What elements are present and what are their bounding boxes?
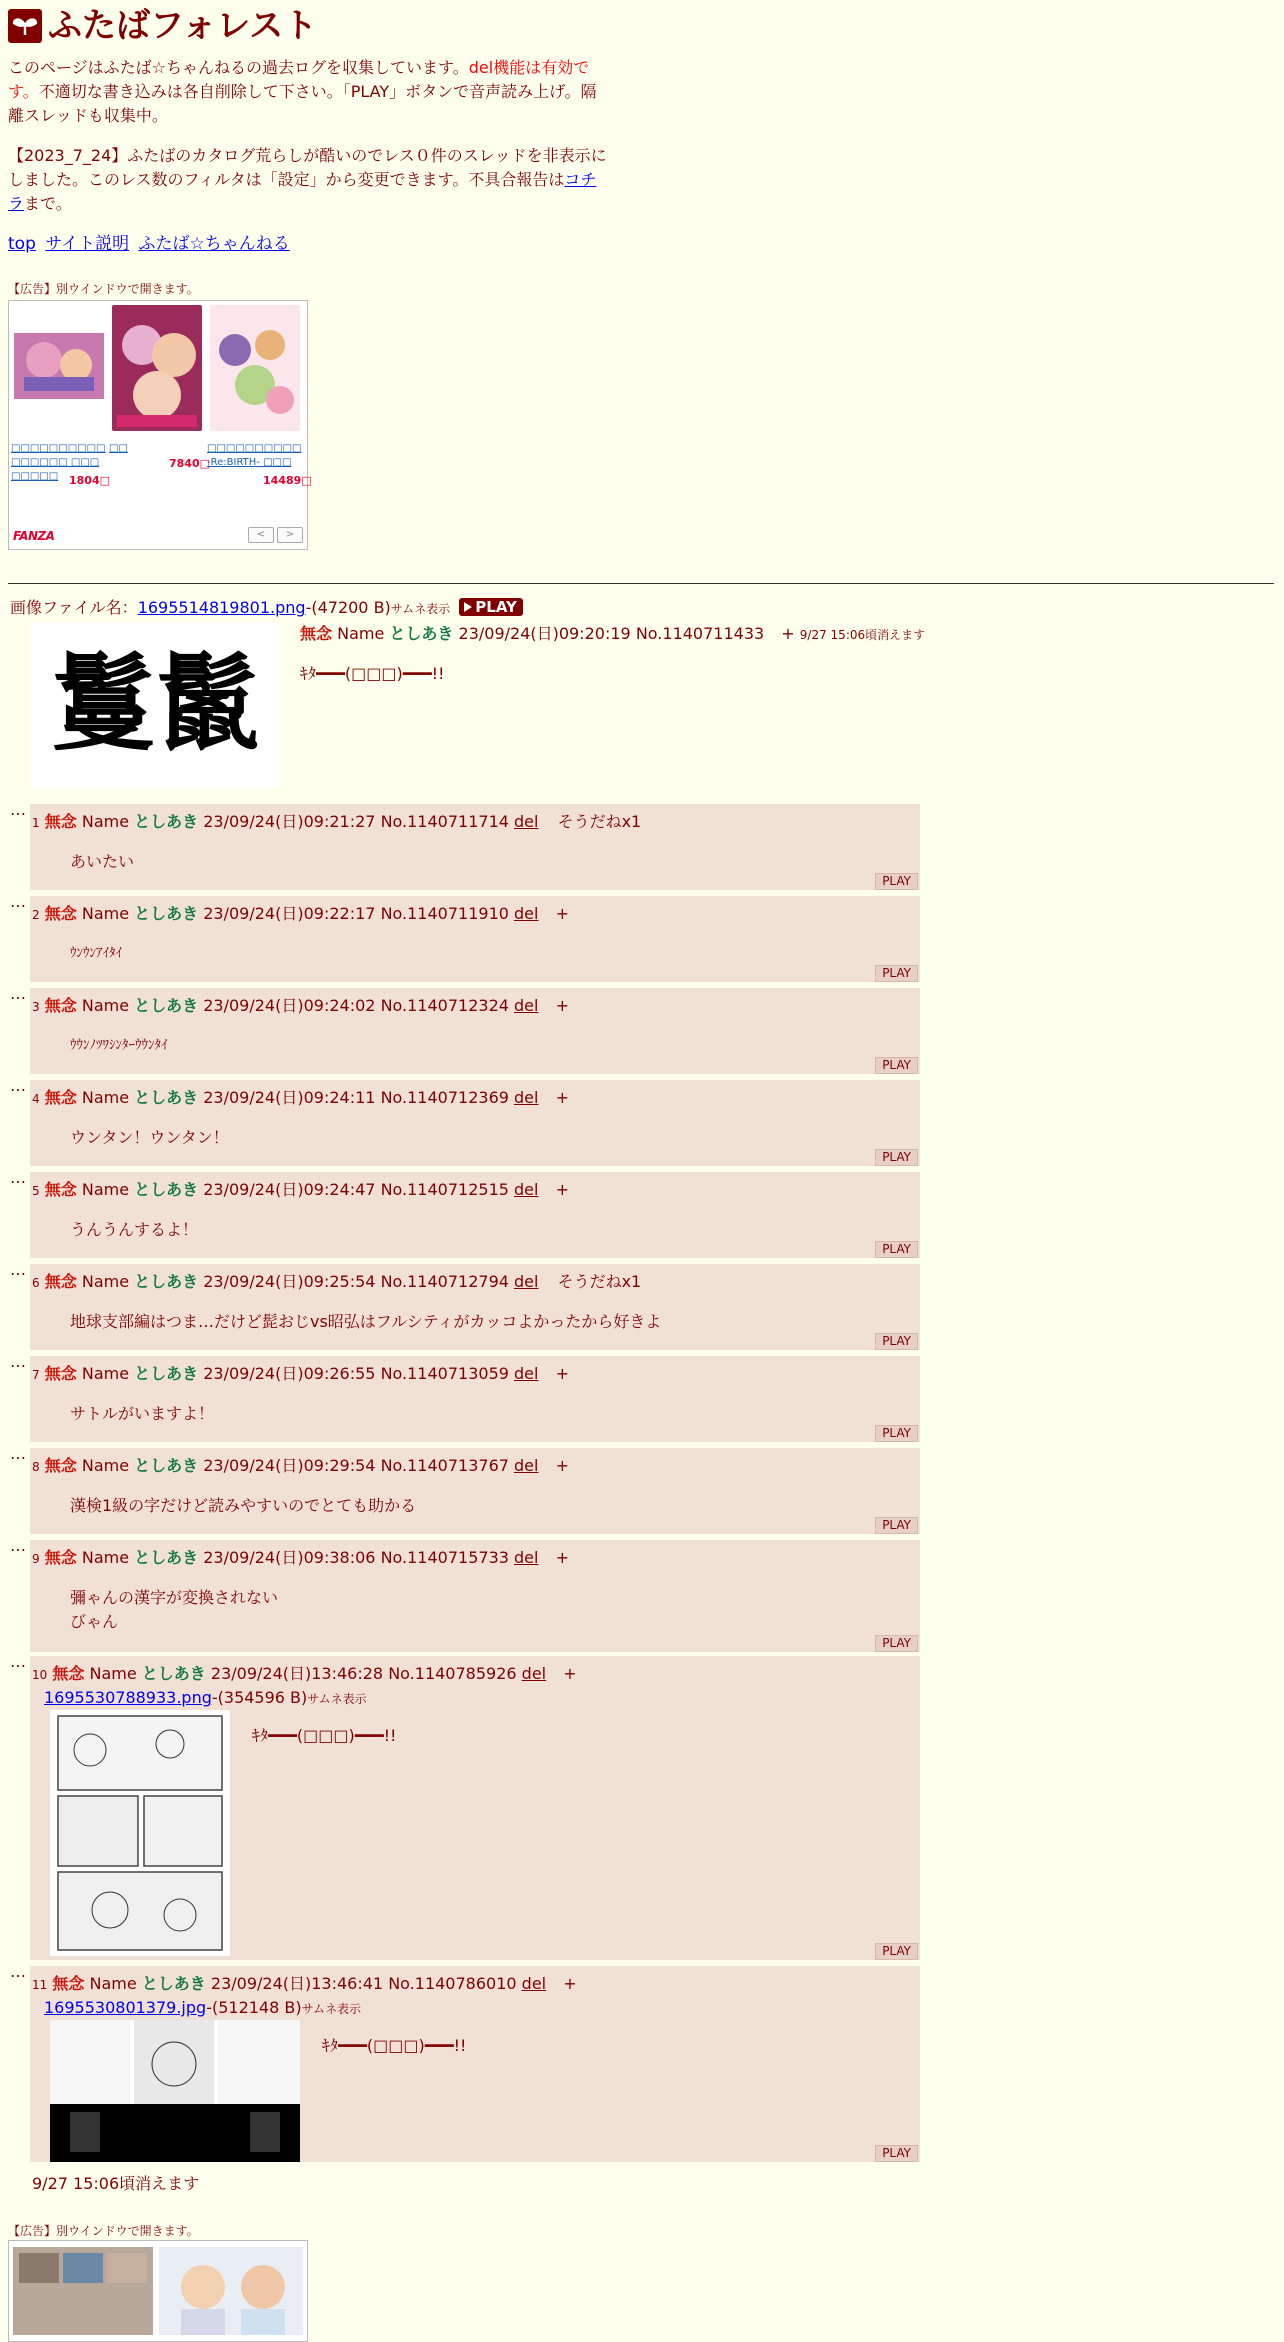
intro-paragraph-2 — [8, 144, 608, 216]
intro-paragraph-1 — [8, 56, 608, 128]
nav-links — [8, 232, 294, 258]
reply-dots: … — [10, 1260, 26, 1279]
ad-price: 14489□ — [263, 474, 312, 487]
soudane-button[interactable]: そうだねx1 — [557, 812, 642, 831]
ad-prev-button[interactable]: < — [248, 527, 274, 543]
name-label: Name — [81, 996, 130, 1015]
poster-name: としあき — [134, 1272, 199, 1291]
reply — [30, 988, 920, 1074]
del-link[interactable]: del — [514, 904, 539, 923]
reply-header — [32, 1972, 577, 1996]
ad-next-button[interactable]: > — [277, 527, 303, 543]
reply-body: ｳｳﾝﾉﾂﾜｼﾝﾀｰｳｳﾝﾀｲ — [70, 1038, 168, 1053]
intro-text-a: このページはふたば☆ちゃんねるの過去ログを収集しています。 — [8, 58, 469, 77]
soudane-button[interactable]: + — [555, 1364, 569, 1383]
del-link[interactable]: del — [514, 812, 539, 831]
reply-image[interactable] — [50, 1710, 230, 1956]
reply — [30, 1448, 920, 1534]
post-datetime: 23/09/24(日)13:46:28 — [210, 1664, 384, 1683]
subject: 無念 — [44, 1088, 77, 1107]
soudane-button[interactable]: + — [563, 1664, 577, 1683]
soudane-button[interactable]: + — [555, 1548, 569, 1567]
reply — [30, 896, 920, 982]
expire-notice: 9/27 15:06頃消えます — [799, 628, 926, 642]
ad-banner[interactable] — [8, 300, 312, 550]
poster-name: としあき — [134, 1456, 199, 1475]
subject: 無念 — [52, 1664, 85, 1683]
nav-top-link[interactable]: top — [8, 234, 36, 254]
poster-name: としあき — [141, 1664, 206, 1683]
reply-index: 10 — [32, 1668, 48, 1682]
post-number[interactable]: No.1140712369 — [380, 1088, 509, 1107]
reply-index: 7 — [32, 1368, 40, 1382]
reply-file-info — [44, 1686, 367, 1710]
reply-index: 5 — [32, 1184, 40, 1198]
post-number[interactable]: No.1140785926 — [388, 1664, 517, 1683]
soudane-button[interactable]: + — [555, 1456, 569, 1475]
reply-row — [8, 1076, 920, 1166]
reply-row — [8, 984, 920, 1074]
reply — [30, 1966, 920, 2162]
subject: 無念 — [300, 624, 333, 643]
reply-body: ウンタン！ウンタン！ — [70, 1128, 229, 1147]
subject: 無念 — [52, 1974, 85, 1993]
post-datetime: 23/09/24(日)09:29:54 — [203, 1456, 376, 1475]
reply-play-button[interactable]: PLAY — [875, 1425, 918, 1442]
ad-item[interactable] — [109, 305, 205, 456]
ad-title[interactable]: □□ — [109, 443, 128, 454]
post-number[interactable]: No.1140713767 — [380, 1456, 509, 1475]
del-link[interactable]: del — [514, 1272, 539, 1291]
post-number[interactable]: No.1140711433 — [635, 624, 765, 643]
ad-title[interactable]: □□□□□□□□□□□□□□□□ □□□□□□□□ — [11, 443, 106, 482]
nav-futaba-link[interactable]: ふたば☆ちゃんねる — [138, 234, 290, 254]
post-datetime: 23/09/24(日)09:26:55 — [203, 1364, 376, 1383]
post-datetime: 23/09/24(日)09:21:27 — [203, 812, 376, 831]
subject: 無念 — [44, 1548, 77, 1567]
reply — [30, 1356, 920, 1442]
reply-image[interactable] — [50, 2020, 300, 2162]
poster-name: としあき — [134, 1364, 199, 1383]
op-file-info — [10, 596, 523, 620]
post-number[interactable]: No.1140715733 — [380, 1548, 509, 1567]
reply-body: ｷﾀ━━━(□□□)━━━!! — [322, 2036, 467, 2055]
name-label: Name — [89, 1664, 137, 1683]
reply — [30, 1080, 920, 1166]
ad-price: 1804□ — [69, 474, 111, 487]
reply-row — [8, 1444, 920, 1534]
ad-banner-bottom[interactable] — [8, 2240, 308, 2342]
reply-body: うんうんするよ！ — [70, 1220, 199, 1239]
intro-text-b: 不適切な書き込みは各自削除して下さい。「PLAY」ボタンで音声読み上げ。隔離スレッドも収集中。 — [8, 82, 597, 125]
site-title: ふたばフォレスト — [48, 6, 318, 46]
reply-play-button[interactable]: PLAY — [875, 1333, 918, 1350]
post-datetime: 23/09/24(日)09:22:17 — [203, 904, 376, 923]
post-number[interactable]: No.1140712794 — [380, 1272, 509, 1291]
reply-index: 1 — [32, 816, 40, 830]
reply — [30, 1540, 920, 1652]
reply-dots: … — [10, 1168, 26, 1187]
file-size: -(512148 B) — [206, 1998, 302, 2017]
thumb-toggle[interactable]: サムネ表示 — [301, 2002, 361, 2016]
thumb-toggle[interactable]: サムネ表示 — [307, 1692, 367, 1706]
poster-name: としあき — [141, 1974, 206, 1993]
poster-name: としあき — [134, 1548, 199, 1567]
fanza-logo: FANZA — [13, 529, 55, 543]
soudane-button[interactable]: + — [781, 624, 795, 643]
post-datetime: 23/09/24(日)09:24:11 — [203, 1088, 376, 1107]
subject: 無念 — [44, 812, 77, 831]
del-link[interactable]: del — [514, 1364, 539, 1383]
reply-row — [8, 800, 920, 890]
reply-dots: … — [10, 1076, 26, 1095]
post-datetime: 23/09/24(日)09:24:02 — [203, 996, 376, 1015]
reply-play-button[interactable]: PLAY — [875, 1241, 918, 1258]
reply-play-button[interactable]: PLAY — [875, 1517, 918, 1534]
del-link[interactable]: del — [514, 1088, 539, 1107]
poster-name: としあき — [134, 904, 199, 923]
poster-name: としあき — [134, 1180, 199, 1199]
futaba-leaf-icon — [8, 9, 42, 43]
reply-dots: … — [10, 1352, 26, 1371]
post-number[interactable]: No.1140712515 — [380, 1180, 509, 1199]
reply-row — [8, 1352, 920, 1442]
reply-body: あいたい — [70, 852, 135, 871]
reply-dots: … — [10, 1444, 26, 1463]
reply-body: ｷﾀ━━━(□□□)━━━!! — [252, 1726, 397, 1745]
op-image-glyphs: 鬘鬛 — [50, 642, 260, 765]
reply — [30, 1656, 920, 1960]
op-header — [300, 622, 925, 646]
reply-header — [32, 1546, 569, 1570]
name-label: Name — [81, 1548, 130, 1567]
reply-play-button[interactable]: PLAY — [875, 965, 918, 982]
reply-row — [8, 1260, 920, 1350]
reply-index: 9 — [32, 1552, 40, 1566]
reply-header — [32, 1178, 569, 1202]
reply-body: 漢検1級の字だけど読みやすいのでとても助かる — [70, 1496, 417, 1515]
reply-row — [8, 1168, 920, 1258]
ad-item[interactable] — [11, 305, 107, 484]
soudane-button[interactable]: + — [555, 904, 569, 923]
op-play-button[interactable] — [459, 598, 523, 616]
name-label: Name — [81, 812, 130, 831]
reply-header — [32, 1662, 577, 1686]
name-label: Name — [81, 904, 130, 923]
subject: 無念 — [44, 1180, 77, 1199]
reply-header — [32, 1454, 569, 1478]
reply-header — [32, 1362, 569, 1386]
post-datetime: 23/09/24(日)09:20:19 — [458, 624, 631, 643]
soudane-button[interactable]: そうだねx1 — [557, 1272, 642, 1291]
ad-note: 【広告】別ウインドウで開きます。 — [8, 282, 199, 296]
ad-thumbnail[interactable] — [210, 305, 300, 431]
ad-item[interactable] — [207, 305, 303, 470]
post-number[interactable]: No.1140711714 — [380, 812, 509, 831]
del-notice: del機能は有効です。 — [8, 58, 590, 101]
divider — [8, 583, 1274, 584]
post-number[interactable]: No.1140712324 — [380, 996, 509, 1015]
reply-dots: … — [10, 800, 26, 819]
del-link[interactable]: del — [514, 1456, 539, 1475]
del-link[interactable]: del — [514, 1180, 539, 1199]
del-link[interactable]: del — [521, 1974, 547, 1993]
name-label: Name — [81, 1088, 130, 1107]
file-label: 画像ファイル名： — [10, 598, 138, 617]
reply-play-button[interactable]: PLAY — [875, 1057, 918, 1074]
notice-tail: まで。 — [24, 194, 72, 213]
reply-play-button[interactable]: PLAY — [875, 1149, 918, 1166]
reply-row — [8, 1652, 920, 1960]
reply — [30, 804, 920, 890]
ad-thumbnail[interactable] — [14, 305, 104, 431]
op-play-label: PLAY — [475, 598, 517, 616]
ad-thumbnail[interactable] — [112, 305, 202, 431]
reply-play-button[interactable]: PLAY — [875, 873, 918, 890]
reply-index: 8 — [32, 1460, 40, 1474]
nav-about-link[interactable]: サイト説明 — [45, 234, 130, 254]
ad-note: 【広告】別ウインドウで開きます。 — [8, 2224, 199, 2238]
reply-body: サトルがいますよ！ — [70, 1404, 215, 1423]
reply-file-link[interactable]: 1695530801379.jpg — [44, 1998, 207, 2017]
soudane-button[interactable]: + — [563, 1974, 577, 1993]
poster-name: としあき — [134, 812, 199, 831]
op-image-canvas — [30, 622, 280, 788]
ad-title[interactable]: □□□□□□□□□□-Re:BIRTH- □□□ — [207, 443, 302, 468]
reply-file-link[interactable]: 1695530788933.png — [44, 1688, 212, 1707]
reply-dots: … — [10, 1652, 26, 1671]
reply-body: 彌ゃんの漢字が変換されない びゃん — [70, 1588, 279, 1631]
reply-dots: … — [10, 984, 26, 1003]
ad-bottom-thumbnail[interactable] — [13, 2247, 303, 2335]
post-number[interactable]: No.1140786010 — [388, 1974, 517, 1993]
reply-row — [8, 892, 920, 982]
post-number[interactable]: No.1140713059 — [380, 1364, 509, 1383]
del-link[interactable]: del — [514, 996, 539, 1015]
reply-play-button[interactable]: PLAY — [875, 1635, 918, 1652]
reply-play-button[interactable]: PLAY — [875, 2145, 918, 2162]
reply-index: 2 — [32, 908, 40, 922]
site-header — [8, 4, 317, 48]
name-label: Name — [81, 1180, 130, 1199]
reply-index: 4 — [32, 1092, 40, 1106]
poster-name: としあき — [389, 624, 454, 643]
file-size: -(47200 B) — [305, 598, 391, 617]
reply-header — [32, 1270, 641, 1294]
reply-row — [8, 1962, 920, 2162]
reply — [30, 1264, 920, 1350]
del-link[interactable]: del — [521, 1664, 547, 1683]
reply-header — [32, 994, 569, 1018]
subject: 無念 — [44, 1272, 77, 1291]
post-datetime: 23/09/24(日)09:24:47 — [203, 1180, 376, 1199]
reply-header — [32, 902, 569, 926]
post-datetime: 23/09/24(日)09:38:06 — [203, 1548, 376, 1567]
del-link[interactable]: del — [514, 1548, 539, 1567]
soudane-button[interactable]: + — [555, 1088, 569, 1107]
reply-index: 3 — [32, 1000, 40, 1014]
poster-name: としあき — [134, 996, 199, 1015]
play-icon — [463, 601, 473, 613]
reply-index: 6 — [32, 1276, 40, 1290]
poster-name: としあき — [134, 1088, 199, 1107]
op-image[interactable] — [30, 622, 280, 788]
intro-text — [8, 56, 608, 232]
name-label: Name — [89, 1974, 137, 1993]
subject: 無念 — [44, 1364, 77, 1383]
subject: 無念 — [44, 1456, 77, 1475]
notice-text: 【2023_7_24】ふたばのカタログ荒らしが酷いのでレス０件のスレッドを非表示にしました。このレス数のフィルタは「設定」から変更できます。不具合報告は — [8, 146, 607, 189]
thumb-toggle[interactable]: サムネ表示 — [390, 602, 451, 616]
ad-pager — [248, 527, 303, 543]
op-file-link[interactable]: 1695514819801.png — [137, 598, 306, 617]
reply-header — [32, 810, 641, 834]
reply-index: 11 — [32, 1978, 48, 1992]
name-label: Name — [81, 1456, 130, 1475]
subject: 無念 — [44, 904, 77, 923]
reply-dots: … — [10, 1536, 26, 1555]
soudane-button[interactable]: + — [555, 996, 569, 1015]
name-label: Name — [81, 1272, 130, 1291]
name-label: Name — [81, 1364, 130, 1383]
reply-body: ｳﾝｳﾝｱｲﾀｲ — [70, 946, 122, 961]
post-datetime: 23/09/24(日)09:25:54 — [203, 1272, 376, 1291]
reply-body: 地球支部編はつま…だけど髭おじvs昭弘はフルシティがカッコよかったから好きよ — [70, 1312, 662, 1331]
reply-dots: … — [10, 892, 26, 911]
subject: 無念 — [44, 996, 77, 1015]
reply-row — [8, 1536, 920, 1652]
report-link[interactable]: コチラ — [8, 170, 597, 213]
post-number[interactable]: No.1140711910 — [380, 904, 509, 923]
reply-file-info — [44, 1996, 361, 2020]
reply-play-button[interactable]: PLAY — [875, 1943, 918, 1960]
name-label: Name — [337, 624, 385, 643]
thread-expire-notice: 9/27 15:06頃消えます — [32, 2174, 200, 2193]
file-size: -(354596 B) — [211, 1688, 308, 1707]
reply-dots: … — [10, 1962, 26, 1981]
op-body: ｷﾀ━━━(□□□)━━━!! — [300, 664, 445, 683]
reply — [30, 1172, 920, 1258]
reply-header — [32, 1086, 569, 1110]
ad-price: 7840□ — [169, 457, 211, 470]
post-datetime: 23/09/24(日)13:46:41 — [210, 1974, 384, 1993]
soudane-button[interactable]: + — [555, 1180, 569, 1199]
